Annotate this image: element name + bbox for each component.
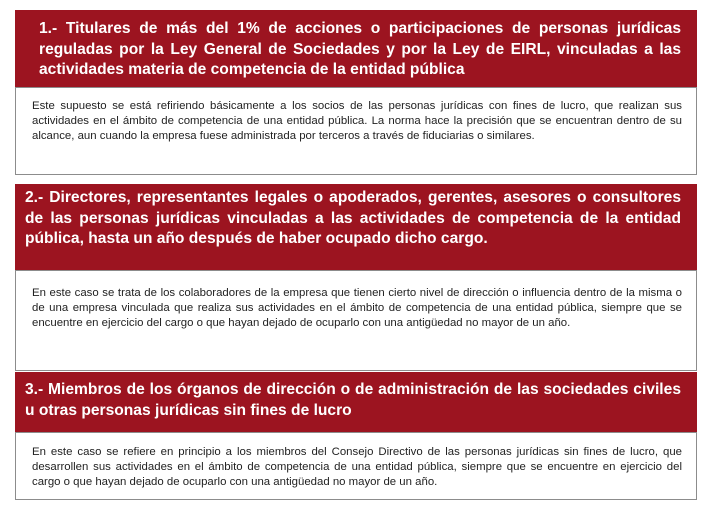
- section-1-body-box: [15, 87, 697, 175]
- section-2-body: En este caso se trata de los colaboradores de la empresa que tienen cierto nivel de dirección o influencia dentro de la misma o de una empresa vinculada que realiza sus actividades en el ámbito de competencia de una entidad pública, siempre que se encuentre en ejercicio del cargo o que hayan dejado de ocuparlo con una antigüedad no mayor de un año.: [32, 287, 682, 329]
- section-1-title: 1.- Titulares de más del 1% de acciones o participaciones de personas jurídicas reguladas por la Ley General de Sociedades y por la Ley de EIRL, vinculadas a las actividades materia de competencia de la entidad pública: [39, 20, 681, 78]
- section-2-body-box: [15, 270, 697, 371]
- section-1-body: Este supuesto se está refiriendo básicamente a los socios de las personas jurídicas con fines de lucro, que realizan sus actividades en el ámbito de competencia de una entidad pública. La norma hace la precisión que se encuentran dentro de su alcance, aun cuando la empresa fuese administrada por terceros a través de fiduciarias o similares.: [32, 100, 682, 142]
- section-2-title: 2.- Directores, representantes legales o apoderados, gerentes, asesores o consultores de las personas jurídicas vinculadas a las actividades de competencia de la entidad pública, hasta un año después de haber ocupado dicho cargo.: [25, 189, 681, 247]
- section-3-title: 3.- Miembros de los órganos de dirección o de administración de las sociedades civiles u otras personas jurídicas sin fines de lucro: [25, 381, 681, 419]
- section-3-header: [15, 372, 697, 432]
- section-2-header: [15, 184, 697, 270]
- section-1-header: [15, 10, 697, 87]
- section-3-body-box: [15, 432, 697, 500]
- section-3-body: En este caso se refiere en principio a los miembros del Consejo Directivo de las personas jurídicas sin fines de lucro, que desarrollen sus actividades en el ámbito de competencia de una entidad pública, siempre que se encuentre en ejercicio del cargo o que hayan dejado de ocuparlo con una antigüedad no mayor de un año.: [32, 446, 682, 488]
